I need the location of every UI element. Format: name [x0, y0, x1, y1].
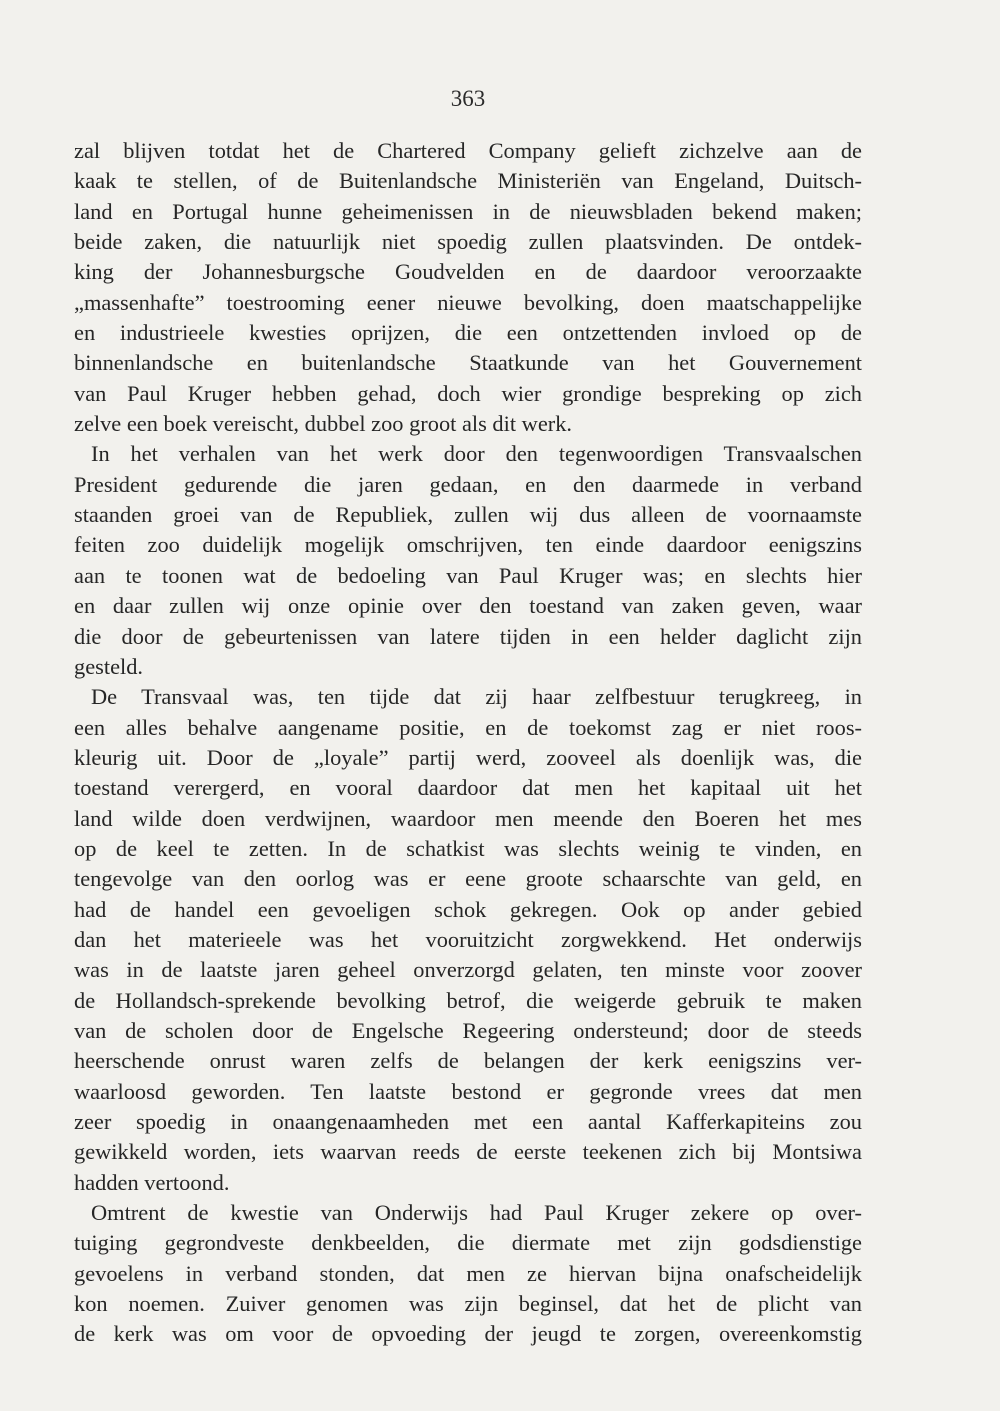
text-line: beide zaken, die natuurlijk niet spoedig zullen plaatsvinden. De ontdek-: [74, 229, 862, 255]
text-line: heerschende onrust waren zelfs de belangen der kerk eenigszins ver-: [74, 1048, 862, 1074]
text-line: toestand verergerd, en vooral daardoor dat men het kapitaal uit het: [74, 775, 862, 801]
text-line: land en Portugal hunne geheimenissen in de nieuwsbladen bekend maken;: [74, 198, 862, 224]
text-line: tuiging gegrondveste denkbeelden, die diermate met zijn godsdienstige: [74, 1230, 862, 1256]
text-line: gesteld.: [74, 653, 144, 679]
text-line: die door de gebeurtenissen van latere tijden in een helder daglicht zijn: [74, 623, 862, 649]
text-line: de Hollandsch-sprekende bevolking betrof, die weigerde gebruik te maken: [74, 987, 862, 1013]
text-line: gevoelens in verband stonden, dat men ze hiervan bijna onafscheidelijk: [74, 1260, 862, 1286]
text-line: hadden vertoond.: [74, 1169, 230, 1195]
text-line: had de handel een gevoeligen schok gekregen. Ook op ander gebied: [74, 896, 862, 922]
text-line: van Paul Kruger hebben gehad, doch wier grondige bespreking op zich: [74, 380, 862, 406]
text-line: kleurig uit. Door de „loyale” partij werd, zooveel als doenlijk was, die: [74, 744, 862, 770]
text-line: „massenhafte” toestrooming eener nieuwe bevolking, doen maatschappelijke: [74, 289, 862, 315]
text-line: was in de laatste jaren geheel onverzorgd gelaten, ten minste voor zoover: [74, 957, 862, 983]
text-line: aan te toonen wat de bedoeling van Paul Kruger was; en slechts hier: [74, 562, 862, 588]
text-line: king der Johannesburgsche Goudvelden en de daardoor veroorzaakte: [74, 259, 862, 285]
text-line: gewikkeld worden, iets waarvan reeds de eerste teekenen zich bij Montsiwa: [74, 1139, 862, 1165]
text-line: en industrieele kwesties oprijzen, die een ontzettenden invloed op de: [74, 320, 862, 346]
text-line: dan het materieele was het vooruitzicht zorgwekkend. Het onderwijs: [74, 926, 862, 952]
page-number: 363: [450, 86, 486, 111]
text-line: In het verhalen van het werk door den tegenwoordigen Transvaalschen: [91, 441, 862, 467]
text-line: de kerk was om voor de opvoeding der jeugd te zorgen, overeenkomstig: [74, 1321, 862, 1347]
text-line: binnenlandsche en buitenlandsche Staatkunde van het Gouvernement: [74, 350, 862, 376]
text-line: De Transvaal was, ten tijde dat zij haar zelfbestuur terugkreeg, in: [91, 684, 862, 710]
text-line: zelve een boek vereischt, dubbel zoo groot als dit werk.: [74, 411, 573, 437]
text-line: kon noemen. Zuiver genomen was zijn beginsel, dat het de plicht van: [74, 1291, 862, 1317]
text-line: op de keel te zetten. In de schatkist was slechts weinig te vinden, en: [74, 835, 862, 861]
text-line: feiten zoo duidelijk mogelijk omschrijven, ten einde daardoor eenigszins: [74, 532, 862, 558]
text-line: zeer spoedig in onaangenaamheden met een aantal Kafferkapiteins zou: [74, 1109, 862, 1134]
text-line: van de scholen door de Engelsche Regeering ondersteund; door de steeds: [74, 1017, 862, 1043]
text-line: President gedurende die jaren gedaan, en den daarmede in verband: [74, 471, 862, 497]
text-line: zal blijven totdat het de Chartered Company gelieft zichzelve aan de: [74, 138, 862, 163]
text-line: land wilde doen verdwijnen, waardoor men meende den Boeren het mes: [74, 805, 862, 831]
text-line: en daar zullen wij onze opinie over den toestand van zaken geven, waar: [74, 593, 862, 619]
text-line: tengevolge van den oorlog was er eene groote schaarschte van geld, en: [74, 866, 862, 892]
text-line: kaak te stellen, of de Buitenlandsche Ministeriën van Engeland, Duitsch-: [74, 168, 862, 194]
body-text: [74, 136, 862, 1350]
text-line: Omtrent de kwestie van Onderwijs had Paul Kruger zekere op over-: [91, 1200, 862, 1226]
text-line: staanden groei van de Republiek, zullen wij dus alleen de voornaamste: [74, 502, 862, 528]
text-line: waarloosd geworden. Ten laatste bestond er gegronde vrees dat men: [74, 1078, 862, 1104]
text-line: een alles behalve aangename positie, en de toekomst zag er niet roos-: [74, 714, 862, 740]
